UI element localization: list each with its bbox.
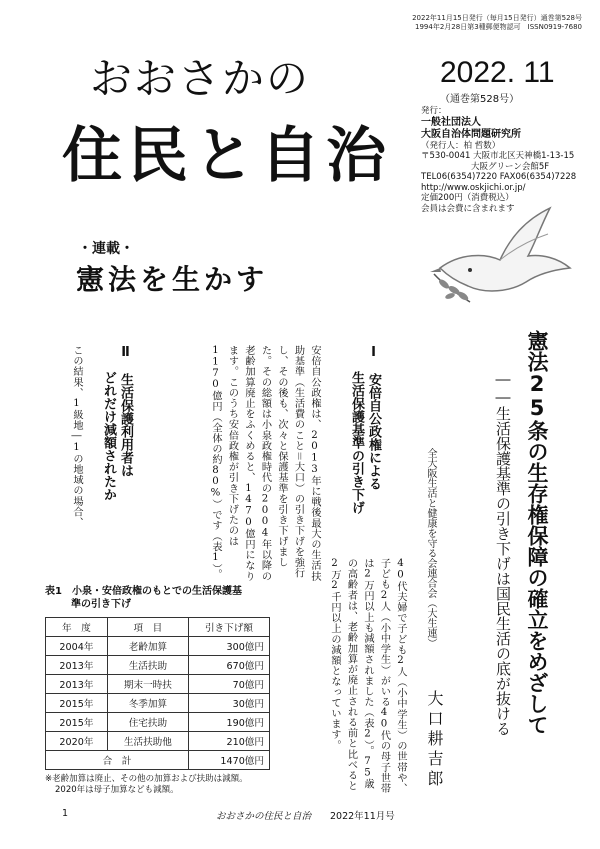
table1-header-year: 年 度 <box>46 618 108 637</box>
publisher-postal: 〒530-0041 大阪市北区天神橋1-13-15 <box>421 151 575 161</box>
section1-body-bottom: 40代夫婦で子ども2人（小中学生）の世帯や、子ども2人（小中学生）がいる40代の母子世帯は2万円以上も減額されました（表2）。75歳の高齢者は、老齢加算が廃止される前と比べると2万2千円以上の減額となっています。 <box>329 558 406 794</box>
masthead-line2: 住民と自治 <box>62 121 392 191</box>
table-row <box>46 637 270 656</box>
page-number: 1 <box>62 808 69 819</box>
publisher-tel-fax: TEL06(6354)7220 FAX06(6354)7228 <box>421 172 577 182</box>
table1 <box>45 617 270 770</box>
section1-body-top: 安倍自公政権は、2013年に戦後最大の生活扶助基準（生活費のこと＝大口）の引き下げを強行し、その後も、次々と保護基準を引き下げました。その総額は小泉政権時代の2004年以降の老齢加算廃止をふくめると、1470億円になります。このうち安倍政権が引き下げたのは1170億円（全体の約80%）です（表1）。 <box>210 345 320 582</box>
article-headline: 憲法25条の生存権保障の確立をめざして <box>525 330 549 735</box>
table-cell-item: 冬季加算 <box>107 694 188 713</box>
section1-heading-line1: Ⅰ 安倍自公政権による <box>366 345 381 490</box>
series-label: ・連載・ <box>78 241 134 257</box>
footer-publication: おおさかの住民と自治 <box>216 811 312 822</box>
table1-header-item: 項 目 <box>107 618 188 637</box>
table-cell-item: 期末一時扶 <box>107 675 188 694</box>
table1-header-row <box>46 618 270 637</box>
table1-total-label: 合 計 <box>46 751 189 770</box>
table-cell-year: 2004年 <box>46 637 108 656</box>
table-row <box>46 713 270 732</box>
header-meta-line1: 2022年11月15日発行（毎月15日発行）通巻第528号 <box>412 14 582 22</box>
series-title: 憲法を生かす <box>76 263 269 296</box>
table-cell-amount: 190億円 <box>188 713 269 732</box>
section2-heading-line2: どれだけ減額されたか <box>101 371 116 501</box>
publisher-url[interactable]: http://www.oskjichi.or.jp/ <box>421 182 526 193</box>
table-cell-year: 2013年 <box>46 675 108 694</box>
publisher-label: 発行： <box>421 106 447 116</box>
section2-body: この結果、1級地―1の地域の場合、 <box>71 345 82 528</box>
table1-caption-line2: 準の引き下げ <box>71 599 131 610</box>
table-cell-amount: 30億円 <box>188 694 269 713</box>
table1-header-amount: 引き下げ額 <box>188 618 269 637</box>
dove-with-olive-branch-icon <box>430 198 580 318</box>
table-cell-amount: 300億円 <box>188 637 269 656</box>
section1-heading-line2: 生活保護基準の引き下げ <box>349 371 364 514</box>
issue-date: 2022. 11 <box>440 56 555 89</box>
table1-total-row <box>46 751 270 770</box>
author-name: 大口耕吉郎 <box>425 690 444 790</box>
publisher-org2: 大阪自治体問題研究所 <box>421 128 521 140</box>
table-cell-amount: 210億円 <box>188 732 269 751</box>
table-cell-year: 2020年 <box>46 732 108 751</box>
table-row <box>46 675 270 694</box>
table-cell-item: 生活扶助 <box>107 656 188 675</box>
article-subheadline: ――生活保護基準の引き下げは国民生活の底が抜ける <box>494 370 512 736</box>
masthead-line1: おおさかの <box>90 54 311 103</box>
table-cell-item: 老齢加算 <box>107 637 188 656</box>
table1-caption <box>45 585 270 611</box>
table-row <box>46 656 270 675</box>
header-meta <box>412 14 582 32</box>
publisher-building: 大阪グリーン会館5F <box>471 161 550 172</box>
table-cell-item: 生活扶助他 <box>107 732 188 751</box>
author-org: 全大阪生活と健康を守る会連合会（大生連） <box>425 448 436 648</box>
table-row <box>46 732 270 751</box>
price: 定価200円（消費税込） <box>421 193 514 203</box>
table-row <box>46 694 270 713</box>
publisher-person: （発行人：柏 哲数） <box>421 140 501 151</box>
table1-caption-line1: 表1 小泉・安倍政権のもとでの生活保護基 <box>45 586 242 597</box>
issue-number: （通巻第528号） <box>440 94 520 105</box>
header-meta-line2: 1994年2月28日第3種郵便物認可 ISSN0919-7680 <box>415 23 582 31</box>
footer-issue: 2022年11月号 <box>330 811 395 822</box>
table1-block <box>45 585 270 796</box>
member-note: 会員は会費に含まれます <box>421 203 515 214</box>
table1-total-value: 1470億円 <box>188 751 269 770</box>
table-cell-item: 住宅扶助 <box>107 713 188 732</box>
table-cell-year: 2013年 <box>46 656 108 675</box>
table1-note-line2: 2020年は母子加算なども減額。 <box>55 785 179 795</box>
table-cell-year: 2015年 <box>46 713 108 732</box>
section2-heading-line1: Ⅱ 生活保護利用者は <box>118 345 133 477</box>
table-cell-amount: 70億円 <box>188 675 269 694</box>
table-cell-amount: 670億円 <box>188 656 269 675</box>
table-cell-year: 2015年 <box>46 694 108 713</box>
publisher-org1: 一般社団法人 <box>421 116 481 128</box>
section1-heading <box>348 345 382 565</box>
table1-note-line1: ※老齢加算は廃止、その他の加算および扶助は減額。 <box>45 774 248 784</box>
section2-heading <box>100 345 134 565</box>
table1-note <box>45 774 270 796</box>
